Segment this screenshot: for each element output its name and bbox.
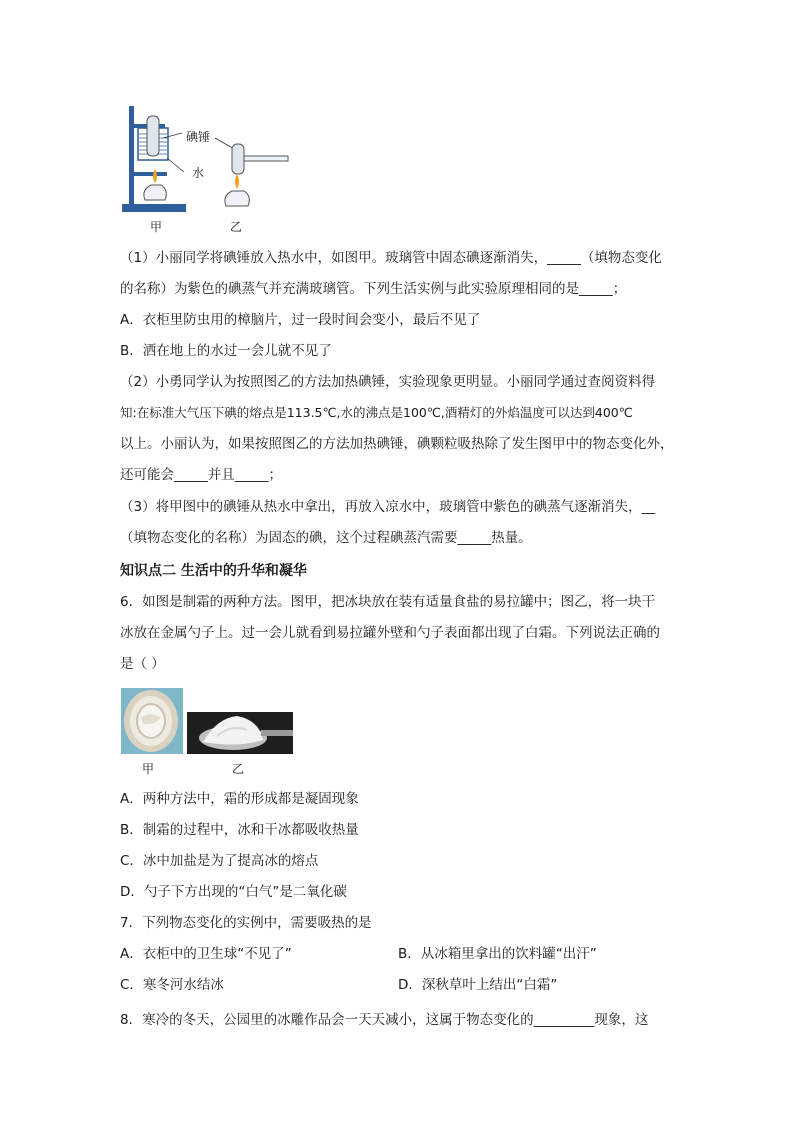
- q7-option-a: A．衣柜中的卫生球“不见了”: [120, 946, 292, 962]
- q7-stem: 7．下列物态变化的实例中，需要吸热的是: [120, 915, 372, 931]
- q8-stem-line1: 8．寒冷的冬天，公园里的冰雕作品会一天天减小，这属于物态变化的_________现象，这: [120, 1012, 649, 1028]
- q5-part3-line1: （3）将甲图中的碘锤从热水中拿出，再放入凉水中，玻璃管中紫色的碘蒸气逐渐消失，__: [120, 499, 656, 515]
- q5-part1-line1: （1）小丽同学将碘锤放入热水中，如图甲。玻璃管中固态碘逐渐消失，_____（填物态变化: [120, 250, 662, 266]
- iodine-apparatus-figure: [120, 100, 300, 235]
- figure1-caption-jia: 甲: [150, 220, 163, 234]
- figure1-caption-yi: 乙: [230, 220, 243, 234]
- alcohol-lamp-jia: [144, 185, 166, 200]
- label-water: 水: [192, 166, 205, 180]
- q6-option-a: A．两种方法中，霜的形成都是凝固现象: [120, 791, 359, 807]
- stand-pole: [129, 106, 134, 206]
- q7-option-c: C．寒冬河水结冰: [120, 977, 224, 993]
- q5-part2-line1: （2）小勇同学认为按照图乙的方法加热碘锤，实验现象更明显。小丽同学通过查阅资料得: [120, 374, 656, 390]
- section-heading: 知识点二 生活中的升华和凝华: [120, 563, 307, 579]
- figure2-caption-jia: 甲: [142, 762, 155, 776]
- q6-stem-line3: 是（ ）: [120, 656, 165, 672]
- q7-option-b: B．从冰箱里拿出的饮料罐“出汗”: [398, 946, 597, 962]
- q6-stem-line1: 6．如图是制霜的两种方法。图甲，把冰块放在装有适量食盐的易拉罐中；图乙，将一块干: [120, 594, 656, 610]
- q5-part2-line3: 以上。小丽认为，如果按照图乙的方法加热碘锤，碘颗粒吸热除了发生图甲中的物态变化外，: [120, 436, 674, 452]
- q5-part3-line2: （填物态变化的名称）为固态的碘，这个过程碘蒸汽需要_____热量。: [120, 530, 532, 546]
- alcohol-lamp-yi: [225, 191, 249, 206]
- label-iodine-hammer: 碘锤: [186, 130, 211, 144]
- dry-ice-spoon-photo: [187, 712, 293, 754]
- q6-option-c: C．冰中加盐是为了提高冰的熔点: [120, 853, 319, 869]
- q5-part2-line2: 知:在标准大气压下碘的熔点是113.5℃,水的沸点是100℃,酒精灯的外焰温度可以达到400℃: [120, 405, 633, 420]
- figure2-caption-yi: 乙: [232, 762, 245, 776]
- q5-option-a: A．衣柜里防虫用的樟脑片，过一段时间会变小，最后不见了: [120, 312, 481, 328]
- q5-part2-line4: 还可能会_____并且_____；: [120, 467, 282, 483]
- iodine-tube-yi: [232, 144, 244, 174]
- q7-option-d: D．深秋草叶上结出“白霜”: [398, 977, 558, 993]
- q6-stem-line2: 冰放在金属勺子上。过一会儿就看到易拉罐外壁和勺子表面都出现了白霜。下列说法正确的: [120, 625, 660, 641]
- q6-option-b: B．制霜的过程中，冰和干冰都吸收热量: [120, 822, 359, 838]
- q5-part1-line2: 的名称）为紫色的碘蒸气并充满玻璃管。下列生活实例与此实验原理相同的是_____；: [120, 281, 627, 297]
- frost-can-photo: [121, 688, 183, 754]
- q6-option-d: D．勺子下方出现的“白气”是二氧化碳: [120, 884, 347, 900]
- q5-option-b: B．洒在地上的水过一会儿就不见了: [120, 343, 332, 359]
